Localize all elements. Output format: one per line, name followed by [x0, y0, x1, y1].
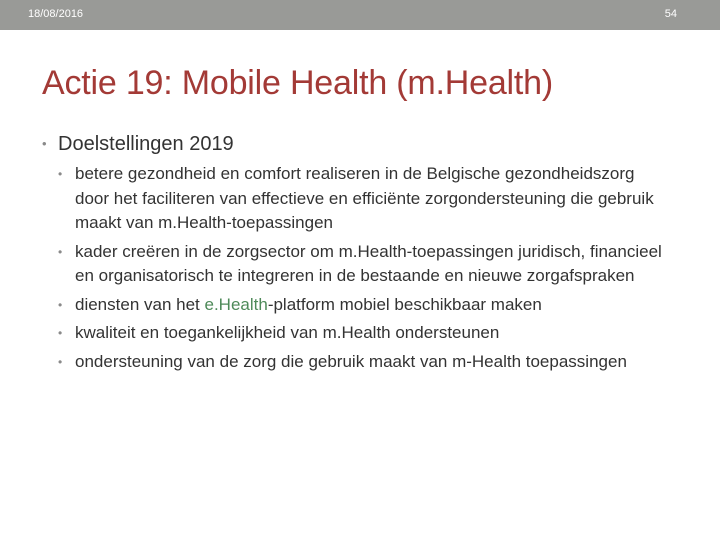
- list-item: [58, 162, 665, 236]
- list-item-text: -platform mobiel beschikbaar maken: [267, 294, 542, 314]
- list-item-text: kwaliteit en toegankelijkheid van m.Health ondersteunen: [75, 323, 500, 342]
- list-item-text: kader creëren in de zorgsector om m.Health-toepassingen juridisch, financieel en organisatorisch te integreren in de bestaande en nieuwe zorgafspraken: [75, 241, 662, 285]
- bullet-icon: •: [42, 136, 47, 151]
- bullet-icon: •: [58, 354, 63, 369]
- list-item-text: diensten van het: [75, 294, 205, 314]
- bullet-icon: •: [58, 326, 63, 340]
- slide-title: Actie 19: Mobile Health (m.Health): [42, 64, 553, 102]
- ehealth-highlight: e.Health: [204, 294, 268, 314]
- slide-date: 18/08/2016: [28, 8, 84, 20]
- bullet-list: [58, 162, 690, 374]
- list-item: [58, 350, 665, 375]
- slide-content: [40, 131, 690, 378]
- slide-number: 54: [664, 8, 677, 20]
- section-item: [40, 131, 690, 157]
- list-item: [58, 293, 665, 318]
- bullet-icon: •: [58, 244, 63, 259]
- list-item-text: ondersteuning van de zorg die gebruik maakt van m-Health toepassingen: [75, 351, 627, 371]
- list-item: [58, 321, 665, 346]
- section-heading: Doelstellingen 2019: [58, 133, 234, 155]
- list-item-text: betere gezondheid en comfort realiseren in de Belgische gezondheidszorg door het faciliteren van effectieve en efficiënte zorgondersteuning die gebruik maakt van m.Health-toepassingen: [75, 164, 654, 232]
- list-item: [58, 240, 665, 289]
- bullet-icon: •: [58, 167, 63, 181]
- header-bar: [0, 0, 720, 30]
- bullet-icon: •: [58, 297, 63, 312]
